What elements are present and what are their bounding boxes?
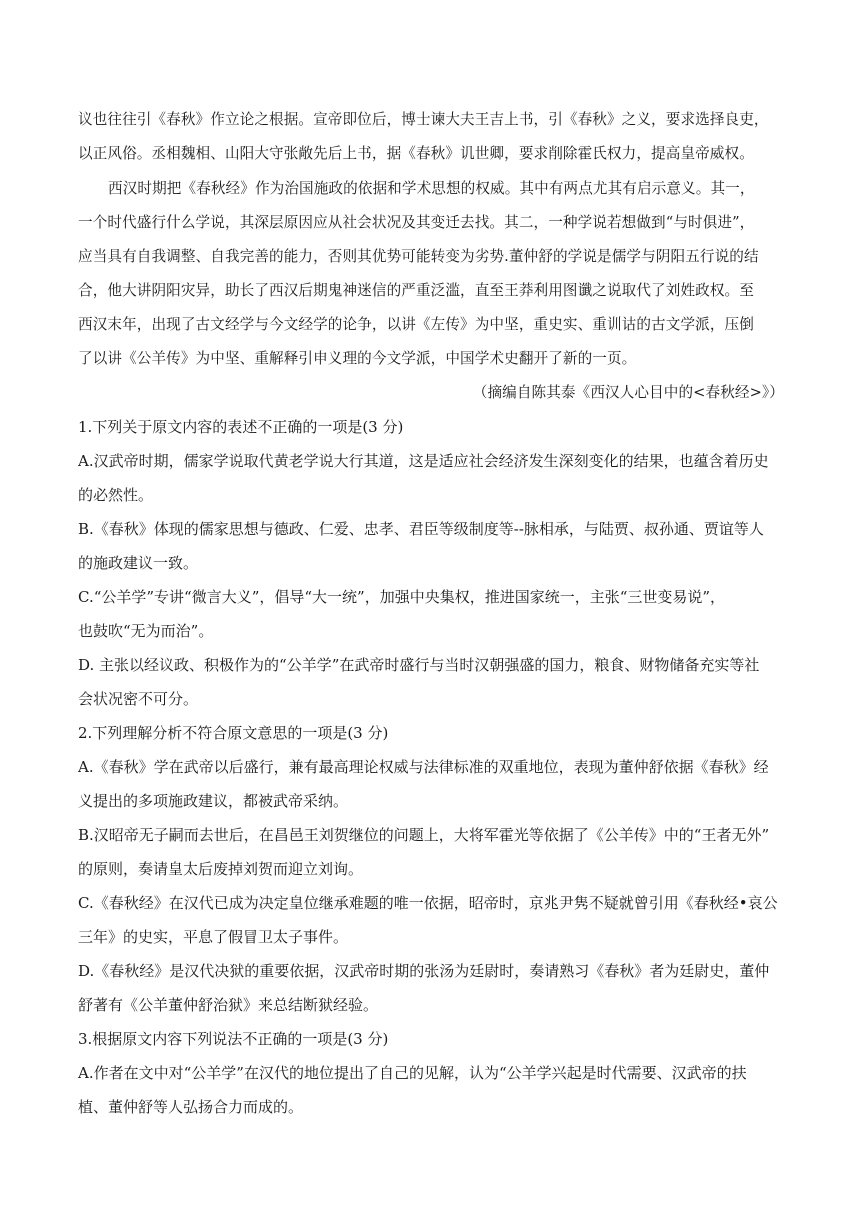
- question-1-option-d-cont: 会状况密不可分。: [78, 690, 199, 708]
- question-2-option-b: B.汉昭帝无子嗣而去世后，在昌邑王刘贺继位的问题上，大将军霍光等依据了《公羊传》中的“王者无外”: [78, 826, 770, 844]
- question-1-option-b-cont: 的施政建议一致。: [78, 554, 199, 572]
- question-2-option-a: A.《春秋》学在武帝以后盛行，兼有最高理论权威与法律标准的双重地位，表现为董仲舒依据《春秋》经: [78, 758, 769, 776]
- passage-line-1: 议也往往引《春秋》作立论之根据。宣帝即位后，博士谏大夫王吉上书，引《春秋》之义，要求选择良吏，: [78, 111, 769, 128]
- question-2-option-c: C.《春秋经》在汉代已成为决定皇位继承难题的唯一依据，昭帝时，京兆尹隽不疑就曾引用《春秋经•哀公: [78, 894, 778, 912]
- question-1-option-b: B.《春秋》体现的儒家思想与德政、仁爱、忠孝、君臣等级制度等--脉相承，与陆贾、叔孙通、贾谊等人: [78, 520, 764, 538]
- question-3-option-a-cont: 植、董仲舒等人弘扬合力而成的。: [78, 1098, 304, 1116]
- question-1-option-a: A.汉武帝时期，儒家学说取代黄老学说大行其道，这是适应社会经济发生深刻变化的结果，也蕴含着历史: [78, 452, 769, 470]
- question-2-option-c-cont: 三年》的史实，平息了假冒卫太子事件。: [78, 928, 349, 946]
- question-1-option-d: D. 主张以经议政、积极作为的“公羊学”在武帝时盛行与当时汉朝强盛的国力，粮食、财物储备充实等社: [78, 656, 760, 674]
- question-1-option-c: C.“公羊学”专讲“微言大义”，倡导“大一统”，加强中央集权，推进国家统一，主张“三世变易说”，: [78, 588, 726, 606]
- question-2-option-d-cont: 舒著有《公羊董仲舒治狱》来总结断狱经验。: [78, 996, 379, 1014]
- passage-line-3: 西汉时期把《春秋经》作为治国施政的依据和学术思想的权威。其中有两点尤其有启示意义。其一，: [108, 180, 755, 197]
- passage-line-7: 西汉末年，出现了古文经学与今文经学的论争，以讲《左传》为中坚，重史实、重训诂的古文学派，压倒: [78, 316, 754, 333]
- passage-source: （摘编自陈其泰《西汉人心目中的<春秋经>》）: [472, 384, 784, 401]
- passage-line-4: 一个时代盛行什么学说，其深层原因应从社会状况及其变迁去找。其二，一种学说若想做到“与时俱进”，: [78, 214, 755, 231]
- question-3-stem: 3.根据原文内容下列说法不正确的一项是(3 分): [78, 1030, 389, 1048]
- question-2-option-a-cont: 义提出的多项施政建议，都被武帝采纳。: [78, 792, 349, 810]
- passage-line-6: 合，他大讲阴阳灾异，助长了西汉后期鬼神迷信的严重泛滥，直至王莽利用图谶之说取代了刘姓政权。至: [78, 282, 754, 299]
- question-2-option-b-cont: 的原则，奏请皇太后废掉刘贺而迎立刘询。: [78, 860, 364, 878]
- question-3-option-a: A.作者在文中对“公羊学”在汉代的地位提出了自己的见解，认为“公羊学兴起是时代需要、汉武帝的扶: [78, 1064, 747, 1082]
- passage-line-5: 应当具有自我调整、自我完善的能力，否则其优势可能转变为劣势.董仲舒的学说是儒学与阴阳五行说的结: [78, 248, 759, 265]
- question-1-stem: 1.下列关于原文内容的表述不正确的一项是(3 分): [78, 418, 404, 436]
- question-1-option-c-cont: 也鼓吹“无为而治”。: [78, 622, 214, 640]
- passage-line-8: 了以讲《公羊传》为中坚、重解释引申义理的今文学派，中国学术史翻开了新的一页。: [78, 350, 637, 367]
- passage-line-2: 以正风俗。丞相魏相、山阳大守张敞先后上书，据《春秋》讥世卿，要求削除霍氏权力，提高皇帝威权。: [78, 145, 754, 162]
- question-1-option-a-cont: 的必然性。: [78, 486, 154, 504]
- question-2-option-d: D.《春秋经》是汉代决狱的重要依据，汉武帝时期的张汤为廷尉时，奏请熟习《春秋》者为廷尉史，董仲: [78, 962, 770, 980]
- question-2-stem: 2.下列理解分析不符合原文意思的一项是(3 分): [78, 724, 389, 742]
